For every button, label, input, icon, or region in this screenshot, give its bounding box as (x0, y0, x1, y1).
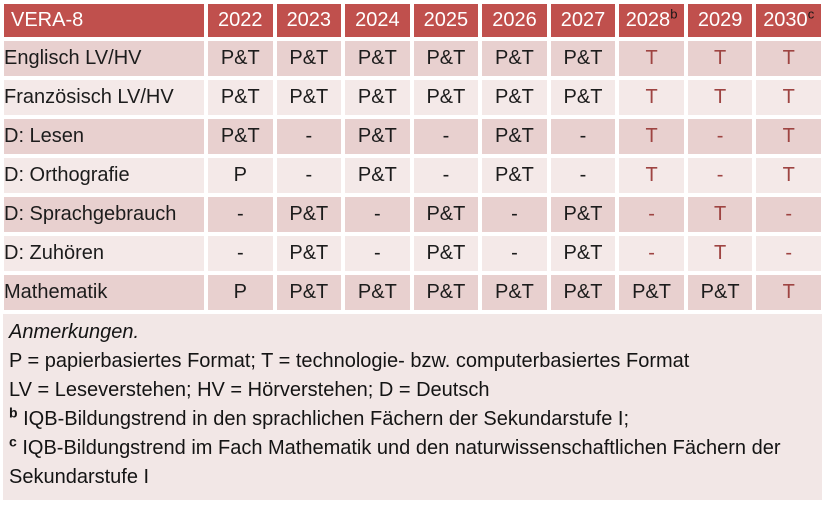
table-cell-2029: P&T (688, 275, 753, 310)
table-cell-2029: T (688, 236, 753, 271)
table-cell-2022: P (208, 275, 273, 310)
table-cell-2030: T (756, 158, 821, 193)
row-label: D: Sprachgebrauch (4, 197, 204, 232)
table-cell-2022: P&T (208, 80, 273, 115)
year-header-2027: 2027 (551, 4, 616, 37)
table-cell-2030: - (756, 236, 821, 271)
table-cell-2023: P&T (277, 275, 342, 310)
table-cell-2027: P&T (551, 275, 616, 310)
table-cell-2025: - (414, 158, 479, 193)
table-row (4, 41, 821, 76)
year-header-2022: 2022 (208, 4, 273, 37)
table-cell-2029: T (688, 41, 753, 76)
table-cell-2027: P&T (551, 41, 616, 76)
table-title: VERA-8 (4, 4, 204, 37)
row-label: Französisch LV/HV (4, 80, 204, 115)
table-cell-2026: P&T (482, 275, 547, 310)
table-cell-2028: - (619, 236, 684, 271)
row-label: D: Zuhören (4, 236, 204, 271)
table-cell-2024: - (345, 197, 410, 232)
table-cell-2028: T (619, 41, 684, 76)
table-cell-2027: P&T (551, 236, 616, 271)
table-cell-2025: P&T (414, 236, 479, 271)
table-cell-2025: P&T (414, 197, 479, 232)
year-header-2024: 2024 (345, 4, 410, 37)
table-cell-2026: P&T (482, 119, 547, 154)
table-cell-2022: P&T (208, 41, 273, 76)
table-cell-2030: T (756, 80, 821, 115)
table-cell-2024: P&T (345, 119, 410, 154)
year-header-2029: 2029 (688, 4, 753, 37)
table-cell-2027: P&T (551, 80, 616, 115)
table-cell-2024: P&T (345, 158, 410, 193)
table-cell-2023: P&T (277, 236, 342, 271)
table-cell-2028: T (619, 158, 684, 193)
table-cell-2029: - (688, 119, 753, 154)
table-cell-2024: - (345, 236, 410, 271)
table-cell-2025: P&T (414, 41, 479, 76)
table-body (4, 41, 821, 310)
table-cell-2026: - (482, 236, 547, 271)
table-cell-2028: T (619, 119, 684, 154)
table-header-row (4, 4, 821, 37)
table-cell-2026: P&T (482, 80, 547, 115)
table-cell-2022: - (208, 236, 273, 271)
table-cell-2023: P&T (277, 41, 342, 76)
row-label: D: Orthografie (4, 158, 204, 193)
table-cell-2030: T (756, 119, 821, 154)
year-header-2023: 2023 (277, 4, 342, 37)
notes-formats-line: P = papierbasiertes Format; T = technologie- bzw. computerbasiertes Format (9, 350, 690, 372)
table-cell-2028: - (619, 197, 684, 232)
table-row (4, 119, 821, 154)
table-cell-2024: P&T (345, 80, 410, 115)
table-row (4, 236, 821, 271)
notes-abbrev-line: LV = Leseverstehen; HV = Hörverstehen; D = Deutsch (9, 379, 490, 401)
table-cell-2024: P&T (345, 275, 410, 310)
table-cell-2023: P&T (277, 197, 342, 232)
table-row (4, 158, 821, 193)
table-cell-2025: P&T (414, 80, 479, 115)
table-cell-2027: P&T (551, 197, 616, 232)
footnote-marker: c (9, 433, 17, 450)
table-cell-2025: - (414, 119, 479, 154)
table-cell-2022: P (208, 158, 273, 193)
footnote-b: $^b$ IQB-Bildungstrend in den sprachlichen Fächern der Sekundarstufe I; (9, 404, 630, 430)
table-cell-2025: P&T (414, 275, 479, 310)
table-cell-2029: T (688, 80, 753, 115)
table-cell-2030: T (756, 41, 821, 76)
table-cell-2026: P&T (482, 158, 547, 193)
table-cell-2022: - (208, 197, 273, 232)
row-label: D: Lesen (4, 119, 204, 154)
row-label: Mathematik (4, 275, 204, 310)
table-cell-2023: - (277, 119, 342, 154)
table-row (4, 275, 821, 310)
year-header-2028: 2028$^b$ (619, 4, 684, 37)
table-cell-2030: T (756, 275, 821, 310)
table-cell-2023: P&T (277, 80, 342, 115)
table-cell-2028: T (619, 80, 684, 115)
year-header-2025: 2025 (414, 4, 479, 37)
table-cell-2022: P&T (208, 119, 273, 154)
table-cell-2027: - (551, 119, 616, 154)
table-cell-2029: T (688, 197, 753, 232)
table-cell-2028: P&T (619, 275, 684, 310)
table-cell-2023: - (277, 158, 342, 193)
table-cell-2026: - (482, 197, 547, 232)
year-header-2026: 2026 (482, 4, 547, 37)
table-cell-2029: - (688, 158, 753, 193)
table-cell-2027: - (551, 158, 616, 193)
row-label: Englisch LV/HV (4, 41, 204, 76)
footnote-marker-c: c (807, 6, 815, 22)
table-cell-2024: P&T (345, 41, 410, 76)
footnote-marker-b: b (670, 6, 678, 22)
footnote-c: $^c$ IQB-Bildungstrend im Fach Mathematik und den naturwissenschaftlichen Fächern der Sekundarstufe I (9, 433, 781, 488)
notes-panel (3, 314, 822, 500)
footnotes (9, 405, 814, 492)
table-cell-2026: P&T (482, 41, 547, 76)
table-row (4, 80, 821, 115)
table-row (4, 197, 821, 232)
table-cell-2030: - (756, 197, 821, 232)
year-header-2030: 2030$^c$ (756, 4, 821, 37)
footnote-marker: b (9, 404, 18, 421)
notes-title: Anmerkungen. (9, 321, 140, 343)
